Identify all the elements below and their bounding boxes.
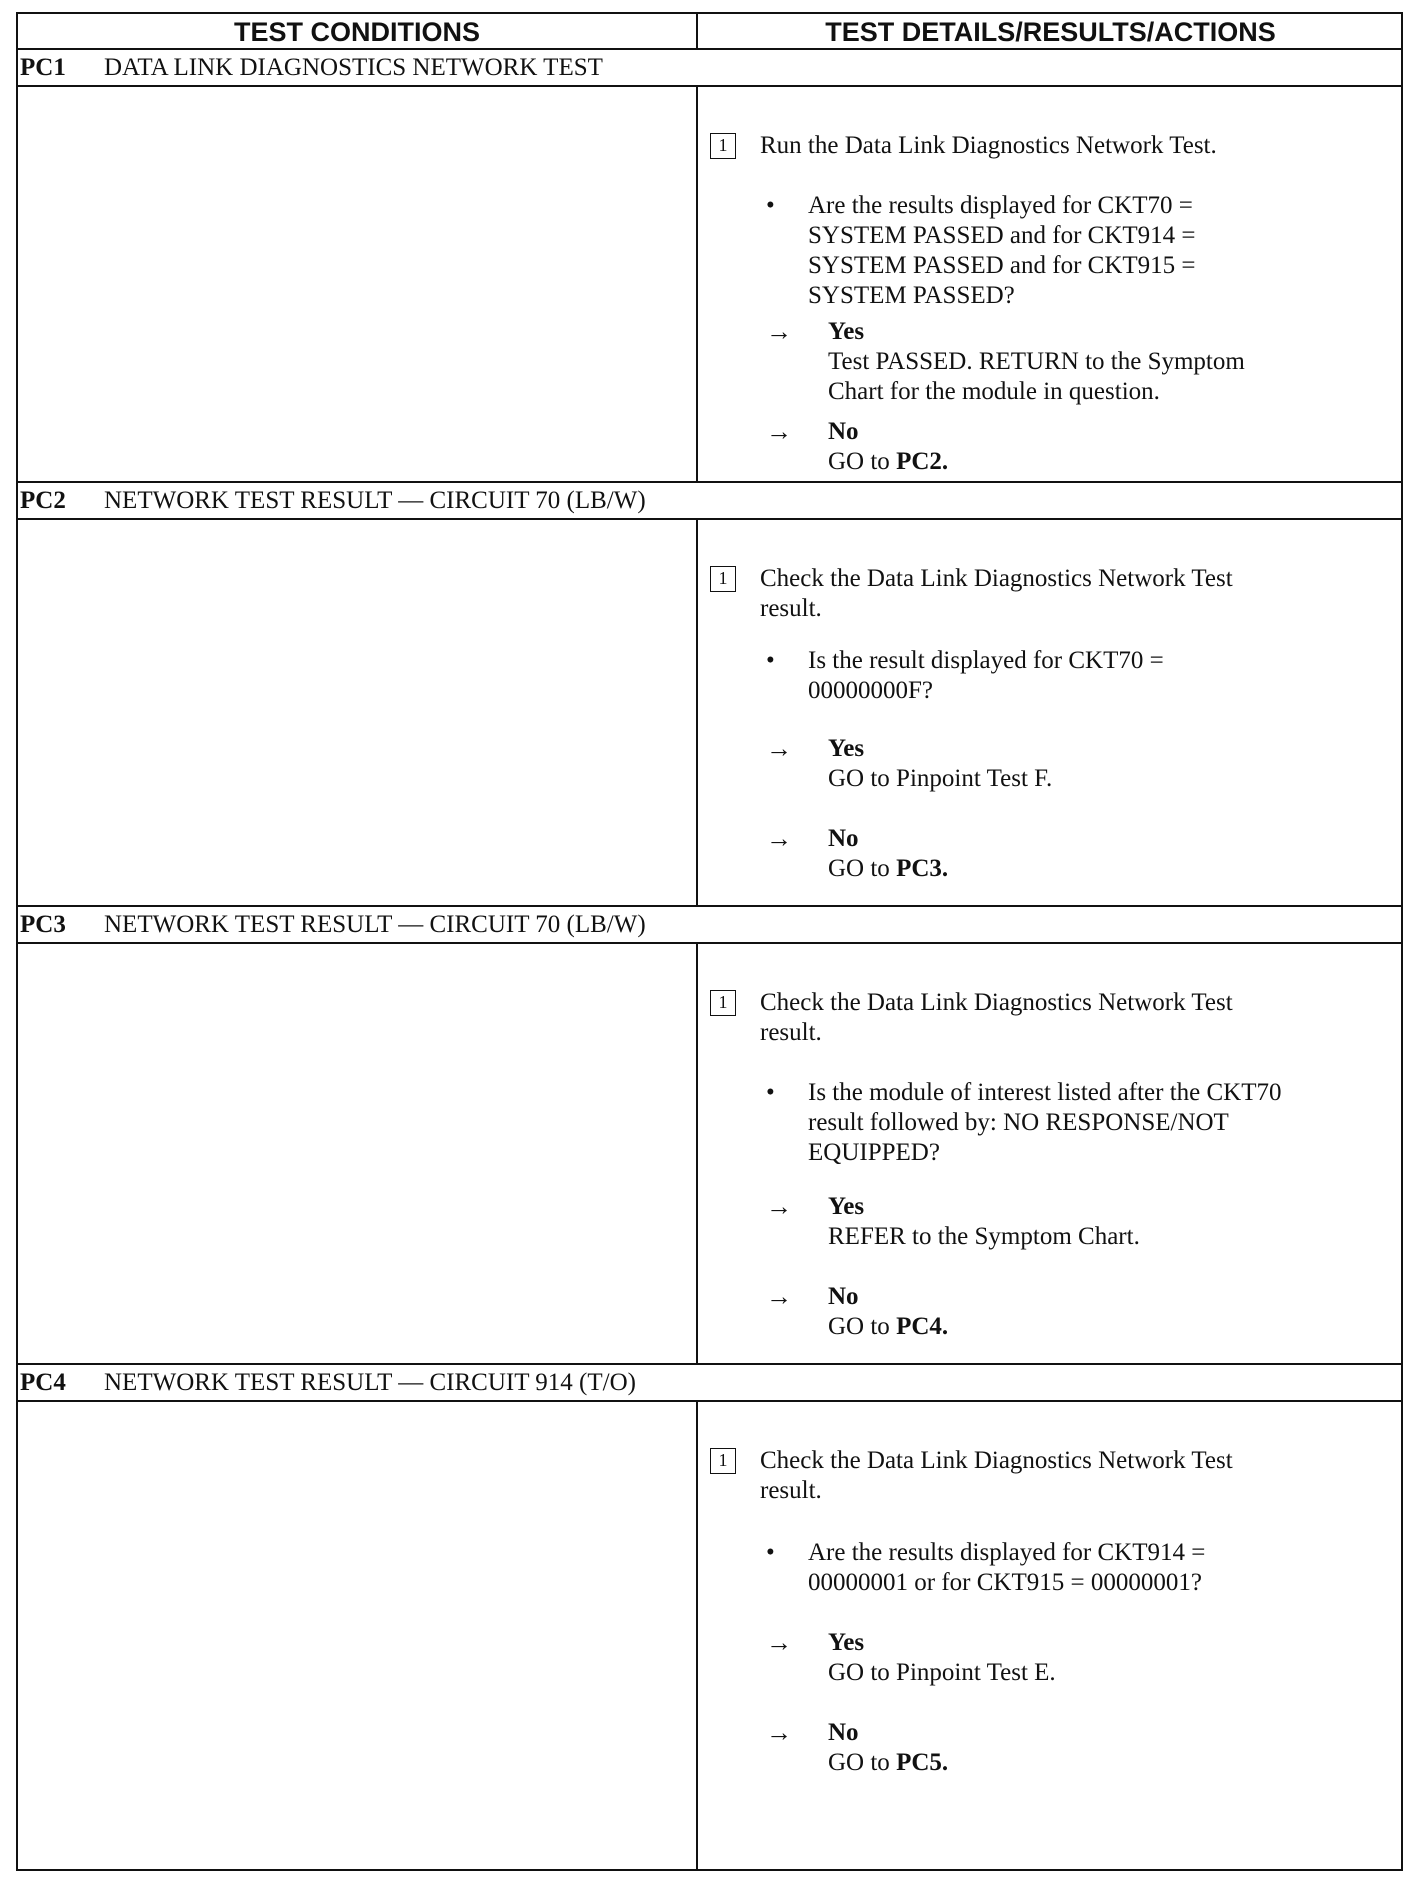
step-text-line: Check the Data Link Diagnostics Network Test (760, 989, 1233, 1016)
test-details-cell (698, 520, 1401, 905)
no-action (828, 1312, 948, 1342)
arrow-right-icon: → (766, 1192, 792, 1221)
no-action (828, 854, 948, 884)
bullet-icon: • (766, 647, 775, 674)
question-line: SYSTEM PASSED and for CKT914 = (808, 222, 1196, 249)
no-action-prefix: GO to (828, 1749, 897, 1776)
step-text-line: result. (760, 1019, 822, 1046)
question-line: 00000000F? (808, 677, 933, 704)
yes-action-line: GO to Pinpoint Test E. (828, 1659, 1056, 1686)
step-text-line: result. (760, 595, 822, 622)
arrow-right-icon: → (766, 1282, 792, 1311)
question-text (808, 646, 1164, 706)
yes-action (828, 1658, 1056, 1688)
test-details-cell (698, 1402, 1401, 1869)
no-action-prefix: GO to (828, 1313, 897, 1340)
no-label: No (828, 825, 859, 852)
no-action-target: PC3. (896, 855, 949, 882)
step-number-box: 1 (710, 1448, 736, 1474)
test-conditions-cell (18, 520, 698, 905)
question-line: SYSTEM PASSED and for CKT915 = (808, 252, 1196, 279)
diagnostic-table (16, 12, 1403, 1871)
step-text (760, 564, 1233, 624)
no-action-target: PC5. (896, 1749, 949, 1776)
question-text (808, 1538, 1205, 1598)
section-pc4 (18, 1365, 1401, 1869)
question-text (808, 191, 1196, 311)
section-pc2 (18, 483, 1401, 907)
no-label: No (828, 1719, 859, 1746)
test-conditions-cell (18, 87, 698, 481)
yes-label: Yes (828, 1193, 865, 1220)
no-action (828, 447, 948, 477)
question-line: result followed by: NO RESPONSE/NOT (808, 1109, 1229, 1136)
question-line: Are the results displayed for CKT914 = (808, 1539, 1206, 1566)
step-text (760, 1446, 1233, 1506)
question-line: Are the results displayed for CKT70 = (808, 192, 1193, 219)
test-conditions-cell (18, 1402, 698, 1869)
yes-action (828, 764, 1052, 794)
header-test-conditions: TEST CONDITIONS (18, 14, 698, 50)
section-code: PC4 (20, 1369, 66, 1396)
section-code: PC2 (20, 487, 66, 514)
section-title-text: NETWORK TEST RESULT — CIRCUIT 70 (LB/W) (104, 911, 646, 938)
section-title-text: DATA LINK DIAGNOSTICS NETWORK TEST (104, 54, 603, 81)
section-title (18, 50, 1401, 87)
section-pc3 (18, 907, 1401, 1365)
no-action (828, 1748, 948, 1778)
bullet-icon: • (766, 192, 775, 219)
no-label: No (828, 1283, 859, 1310)
no-action-prefix: GO to (828, 855, 897, 882)
bullet-icon: • (766, 1079, 775, 1106)
section-code: PC3 (20, 911, 66, 938)
section-code: PC1 (20, 54, 66, 81)
header-test-details: TEST DETAILS/RESULTS/ACTIONS (698, 14, 1403, 50)
step-number-box: 1 (710, 133, 736, 159)
yes-action-line: REFER to the Symptom Chart. (828, 1223, 1140, 1250)
step-text (760, 988, 1233, 1048)
step-text-line: Check the Data Link Diagnostics Network Test (760, 565, 1233, 592)
step-number-box: 1 (710, 566, 736, 592)
yes-label: Yes (828, 318, 865, 345)
arrow-right-icon: → (766, 417, 792, 446)
arrow-right-icon: → (766, 1628, 792, 1657)
yes-action-line: Test PASSED. RETURN to the Symptom (828, 348, 1245, 375)
test-details-cell (698, 87, 1401, 481)
section-title (18, 1365, 1401, 1402)
no-action-target: PC2. (896, 448, 949, 475)
step-text: Run the Data Link Diagnostics Network Test. (760, 132, 1217, 159)
yes-label: Yes (828, 1629, 865, 1656)
question-line: Is the result displayed for CKT70 = (808, 647, 1164, 674)
question-line: 00000001 or for CKT915 = 00000001? (808, 1569, 1202, 1596)
test-conditions-cell (18, 944, 698, 1363)
yes-action (828, 1222, 1140, 1252)
section-title-text: NETWORK TEST RESULT — CIRCUIT 914 (T/O) (104, 1369, 636, 1396)
section-pc1 (18, 50, 1401, 483)
step-text-line: Check the Data Link Diagnostics Network Test (760, 1447, 1233, 1474)
section-title-text: NETWORK TEST RESULT — CIRCUIT 70 (LB/W) (104, 487, 646, 514)
arrow-right-icon: → (766, 734, 792, 763)
yes-action-line: Chart for the module in question. (828, 378, 1160, 405)
arrow-right-icon: → (766, 1718, 792, 1747)
step-text-line: result. (760, 1477, 822, 1504)
test-details-cell (698, 944, 1401, 1363)
yes-action (828, 347, 1245, 407)
section-title (18, 907, 1401, 944)
question-text (808, 1078, 1282, 1168)
question-line: SYSTEM PASSED? (808, 282, 1015, 309)
question-line: Is the module of interest listed after the CKT70 (808, 1079, 1282, 1106)
yes-label: Yes (828, 735, 865, 762)
section-title (18, 483, 1401, 520)
arrow-right-icon: → (766, 824, 792, 853)
no-label: No (828, 418, 859, 445)
yes-action-line: GO to Pinpoint Test F. (828, 765, 1053, 792)
bullet-icon: • (766, 1539, 775, 1566)
no-action-prefix: GO to (828, 448, 897, 475)
no-action-target: PC4. (896, 1313, 949, 1340)
question-line: EQUIPPED? (808, 1139, 940, 1166)
arrow-right-icon: → (766, 317, 792, 346)
step-number-box: 1 (710, 990, 736, 1016)
